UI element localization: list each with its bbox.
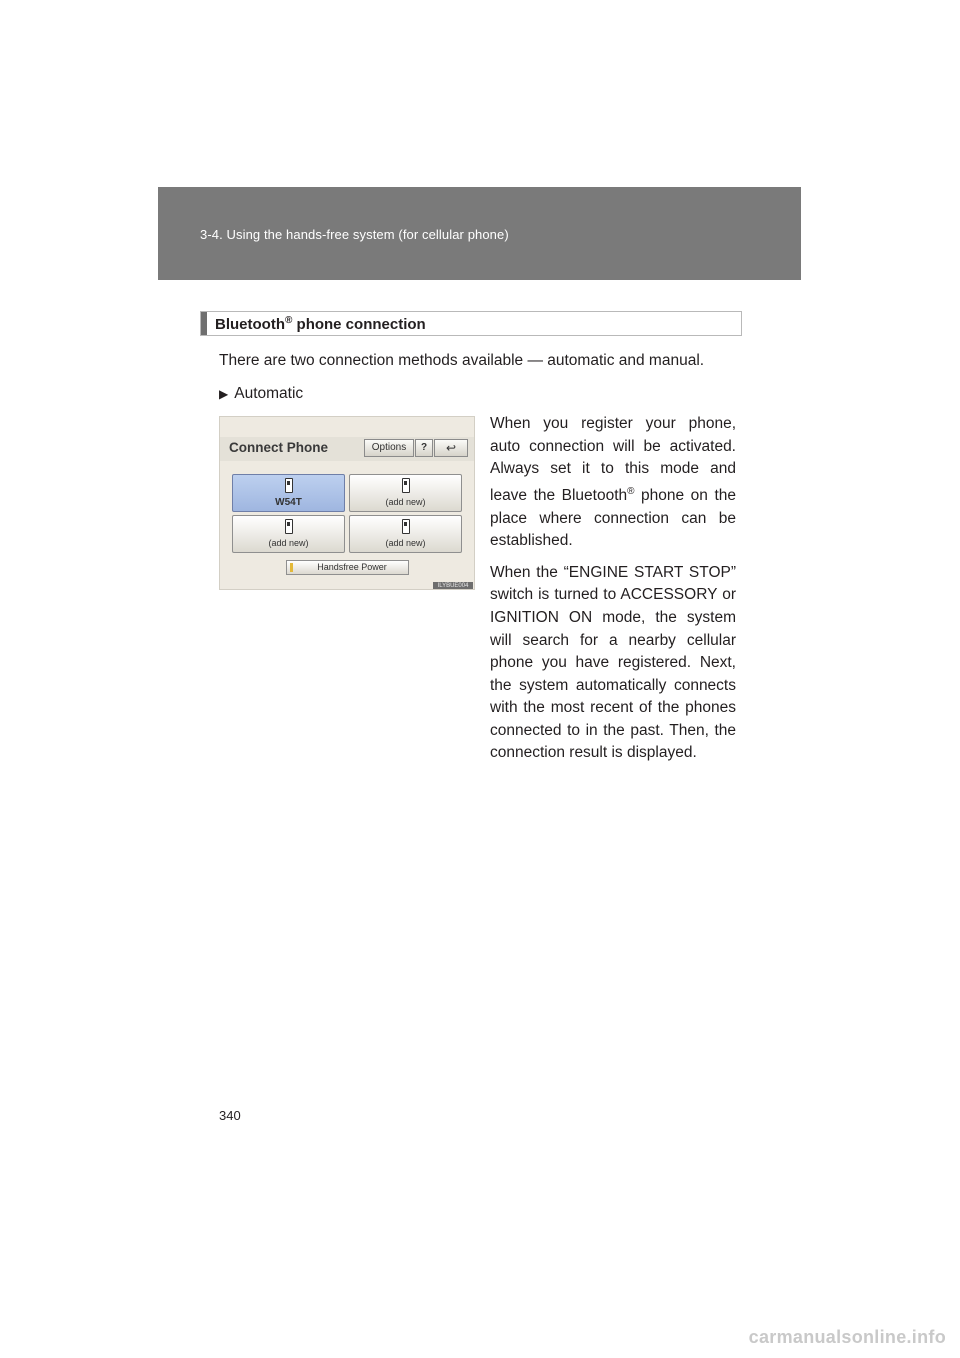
cellphone-icon (285, 478, 293, 493)
automatic-description (490, 413, 736, 774)
cellphone-icon (402, 478, 410, 493)
phone-slot-label: (add new) (385, 538, 426, 548)
automatic-bullet (219, 385, 303, 403)
options-button[interactable]: Options (364, 439, 414, 457)
power-indicator (290, 563, 293, 572)
cellphone-icon (285, 519, 293, 534)
chapter-header (158, 187, 801, 280)
site-watermark: carmanualsonline.info (748, 1327, 946, 1347)
page-number: 340 (219, 1108, 241, 1123)
intro-text: There are two connection methods available — automatic and manual. (219, 352, 705, 369)
phone-slot-label: W54T (275, 497, 302, 508)
figure-code: ILYBUE004 (433, 582, 473, 590)
phone-slot-label: (add new) (385, 497, 426, 507)
section-heading-bar (200, 311, 742, 336)
phone-slot-label: (add new) (268, 538, 309, 548)
phone-slot-4[interactable] (349, 515, 462, 553)
phone-slot-1[interactable] (232, 474, 345, 512)
bullet-label: Automatic (234, 385, 304, 402)
paragraph-register: When you register your phone, auto connection will be activated. Always set it to this mode and leave the Bluetooth® phone on the place where connection can be established. (490, 415, 736, 550)
cellphone-icon (402, 519, 410, 534)
screen-title: Connect Phone (229, 440, 329, 455)
power-label: Handsfree Power (317, 562, 387, 572)
back-button[interactable] (434, 439, 468, 457)
triangle-bullet-icon: ▶ (219, 387, 229, 401)
phone-slot-2[interactable] (349, 474, 462, 512)
section-title: Bluetooth® phone connection (215, 315, 426, 333)
chapter-path: 3-4. Using the hands-free system (for cellular phone) (200, 227, 509, 242)
handsfree-power-button[interactable] (286, 560, 409, 575)
heading-accent (201, 312, 207, 335)
connect-phone-screenshot (219, 416, 475, 590)
phone-slot-3[interactable] (232, 515, 345, 553)
paragraph-engine-switch: When the “ENGINE START STOP” switch is turned to ACCESSORY or IGNITION ON mode, the system will search for a nearby cellular phone you have registered. Next, the system automatically connects with the most recent of the phones connected to in the past. Then, the connection result is displayed. (490, 563, 736, 762)
return-arrow-icon: ↩ (445, 441, 457, 455)
help-button[interactable]: ? (415, 439, 433, 457)
